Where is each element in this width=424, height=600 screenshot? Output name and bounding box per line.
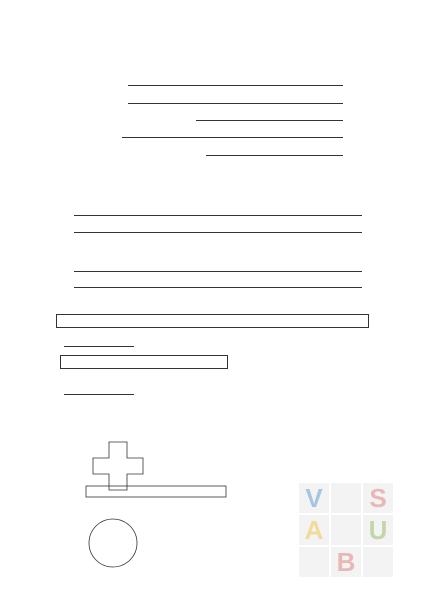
circle-shape xyxy=(89,519,137,567)
logo-tile xyxy=(331,515,361,545)
logo-letter: V xyxy=(305,482,323,513)
cross-shape xyxy=(93,442,143,490)
logo-letter: S xyxy=(369,482,387,513)
logo-letter: B xyxy=(336,546,356,577)
logo-tile xyxy=(331,483,361,513)
logo-tile xyxy=(363,547,393,577)
vsaub-logo xyxy=(298,482,394,578)
logo-letter: U xyxy=(368,514,388,545)
logo-tile xyxy=(299,547,329,577)
logo-letter: A xyxy=(304,514,324,545)
long-rectangle-shape xyxy=(86,486,226,497)
